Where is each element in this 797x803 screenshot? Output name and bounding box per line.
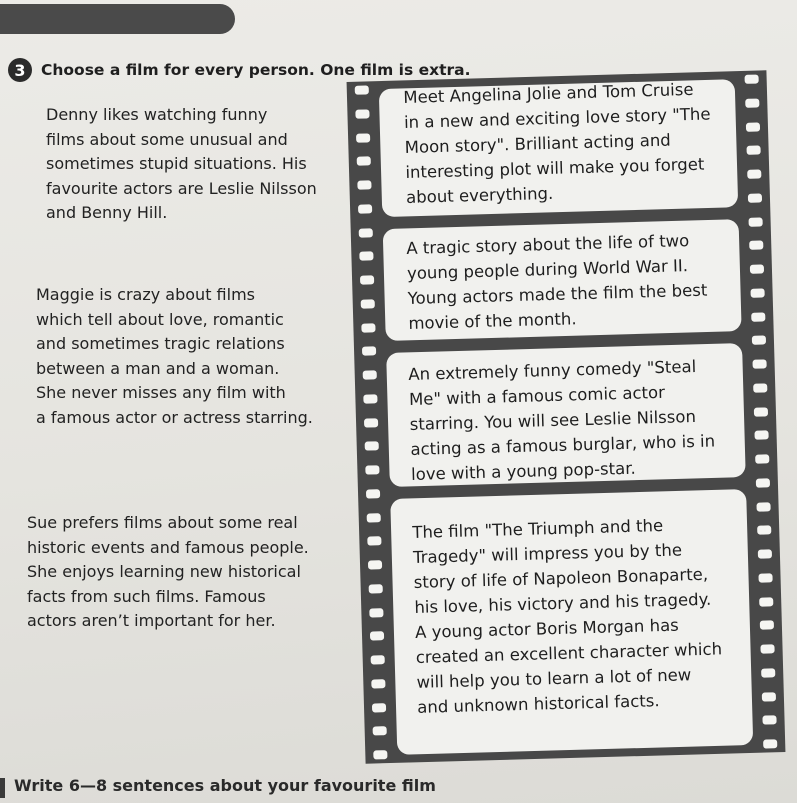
sprocket-hole: [745, 74, 759, 83]
sprocket-hole: [367, 513, 381, 522]
header-bar: [0, 4, 235, 34]
sprocket-hole: [746, 122, 760, 131]
sprocket-hole: [365, 441, 379, 450]
sprocket-hole: [372, 703, 386, 712]
sprocket-hole: [368, 560, 382, 569]
sprocket-hole: [755, 454, 769, 463]
sprocket-hole: [365, 465, 379, 474]
sprocket-hole: [369, 584, 383, 593]
task-header: [8, 58, 471, 82]
sprocket-hole: [373, 726, 387, 735]
sprocket-hole: [754, 407, 768, 416]
sprocket-hole: [373, 750, 387, 759]
sprocket-hole: [763, 739, 777, 748]
sprocket-hole: [355, 109, 369, 118]
person-denny: Denny likes watching funny films about some unusual and sometimes stupid situations. His favourite actors are Leslie Nilsson and Benny Hill.: [46, 105, 317, 222]
film-ad-triumph-tragedy: The film "The Triumph and the Tragedy" will impress you by the story of life of Napoleon Bonaparte, his love, his victory and his tragedy. A young actor Boris Morgan has created an excellent character which will help you to learn a lot of new and unknown historical facts.: [412, 515, 723, 717]
sprocket-hole: [358, 204, 372, 213]
sprocket-hole: [361, 299, 375, 308]
sprocket-hole: [754, 431, 768, 440]
task-number-badge: 3: [8, 58, 32, 82]
sprocket-hole: [749, 241, 763, 250]
sprocket-hole: [360, 275, 374, 284]
sprocket-hole: [756, 478, 770, 487]
sprocket-hole: [752, 359, 766, 368]
sprocket-hole: [357, 157, 371, 166]
sprocket-hole: [362, 347, 376, 356]
sprocket-hole: [355, 85, 369, 94]
sprocket-hole: [757, 526, 771, 535]
sprocket-hole: [367, 536, 381, 545]
sprocket-hole: [363, 370, 377, 379]
sprocket-hole: [359, 228, 373, 237]
sprocket-hole: [758, 573, 772, 582]
task-instruction: Choose a film for every person. One film is extra.: [41, 61, 471, 79]
sprocket-hole: [361, 323, 375, 332]
sprocket-hole: [756, 502, 770, 511]
sprocket-hole: [751, 312, 765, 321]
next-task-text: Write 6—8 sentences about your favourite film: [14, 776, 436, 795]
film-ad-steal-me: An extremely funny comedy "Steal Me" with a famous comic actor starring. You will see Leslie Nilsson acting as a famous burglar, who is in love with a young pop-star.: [408, 356, 716, 484]
film-ad-war-story: A tragic story about the life of two young people during World War II. Young actors made the film the best movie of the month.: [406, 231, 708, 333]
film-ad-moon-story: Meet Angelina Jolie and Tom Cruise in a new and exciting love story "The Moon story". Brilliant acting and interesting plot will make you forget about everything.: [403, 79, 711, 207]
sprocket-hole: [750, 264, 764, 273]
person-sue: Sue prefers films about some real historic events and famous people. She enjoys learning new historical facts from such films. Famous actors aren’t important for her.: [27, 513, 309, 630]
sprocket-hole: [363, 394, 377, 403]
sprocket-hole: [750, 288, 764, 297]
sprocket-hole: [760, 621, 774, 630]
sprocket-hole: [357, 180, 371, 189]
sprocket-hole: [370, 631, 384, 640]
next-task-marker: [0, 778, 5, 798]
sprocket-hole: [748, 193, 762, 202]
sprocket-hole: [359, 252, 373, 261]
sprocket-hole: [364, 418, 378, 427]
sprocket-hole: [745, 98, 759, 107]
sprocket-hole: [748, 217, 762, 226]
sprocket-hole: [761, 668, 775, 677]
sprocket-hole: [758, 549, 772, 558]
sprocket-hole: [762, 715, 776, 724]
sprocket-hole: [747, 169, 761, 178]
sprocket-hole: [366, 489, 380, 498]
sprocket-hole: [762, 692, 776, 701]
sprocket-hole: [760, 644, 774, 653]
sprocket-hole: [759, 597, 773, 606]
sprocket-hole: [371, 655, 385, 664]
sprocket-hole: [752, 336, 766, 345]
sprocket-hole: [371, 679, 385, 688]
sprocket-hole: [753, 383, 767, 392]
sprocket-hole: [369, 608, 383, 617]
person-maggie: Maggie is crazy about films which tell about love, romantic and sometimes tragic relations between a man and a woman. She never misses any film with a famous actor or actress starring.: [36, 285, 313, 427]
sprocket-hole: [747, 146, 761, 155]
sprocket-hole: [356, 133, 370, 142]
